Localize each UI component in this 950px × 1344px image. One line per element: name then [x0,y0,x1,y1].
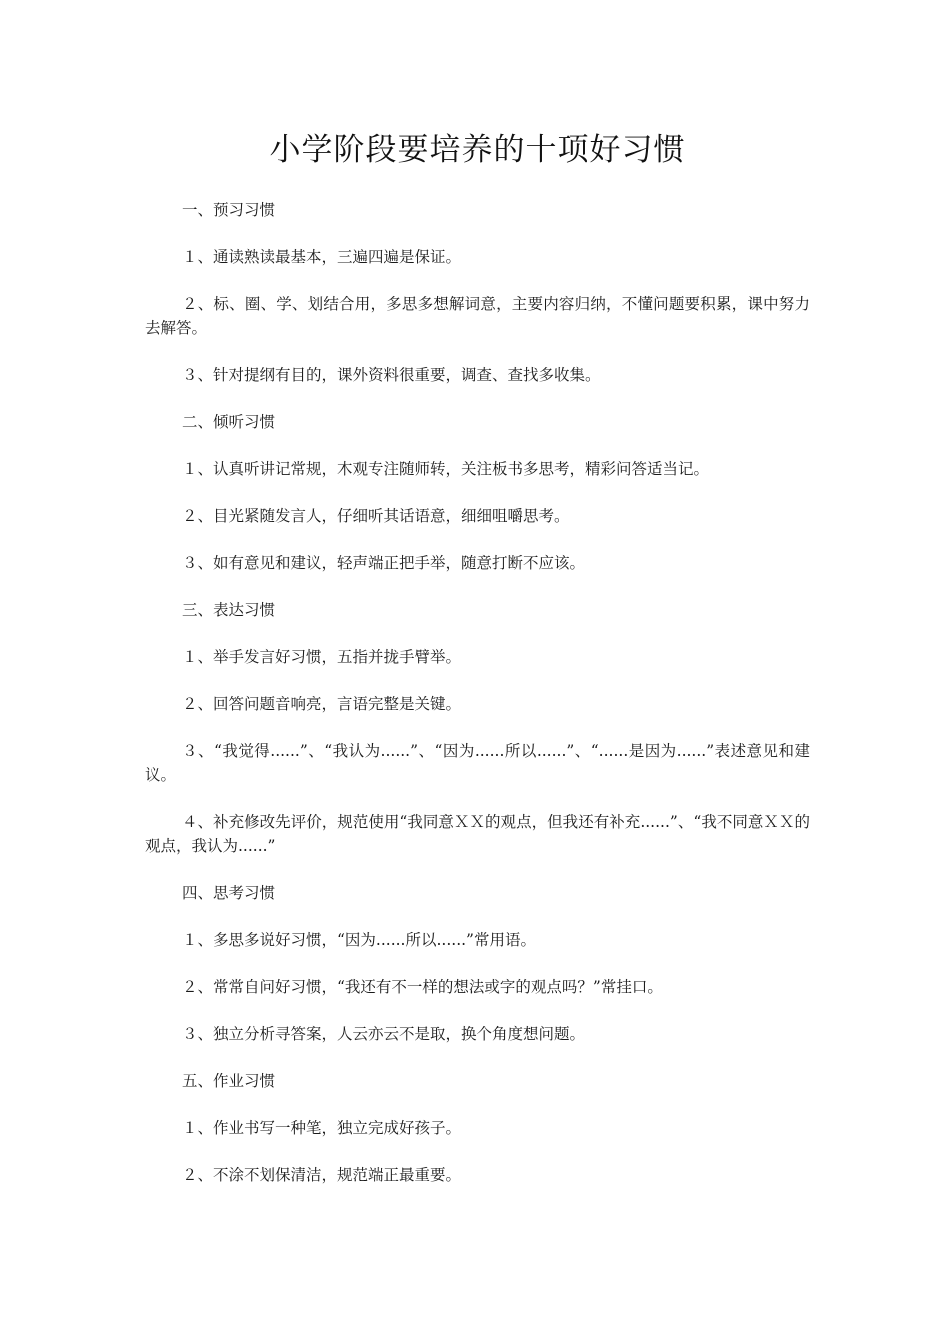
list-item: ３、如有意见和建议，轻声端正把手举，随意打断不应该。 [182,554,586,572]
list-item: １、作业书写一种笔，独立完成好孩子。 [182,1119,462,1137]
list-item: ３、独立分析寻答案，人云亦云不是取，换个角度想问题。 [182,1025,586,1043]
list-item: ２、目光紧随发言人，仔细听其话语意，细细咀嚼思考。 [182,507,570,525]
list-item: ２、常常自问好习惯，“我还有不一样的想法或字的观点吗？”常挂口。 [182,978,663,996]
section-heading: 四、思考习惯 [182,884,276,902]
list-item: １、认真听讲记常规，木观专注随师转，关注板书多思考，精彩问答适当记。 [182,460,710,478]
section-heading: 一、预习习惯 [182,201,276,219]
list-item: １、多思多说好习惯，“因为......所以......”常用语。 [182,931,536,949]
list-item: ２、回答问题音响亮，言语完整是关键。 [182,695,462,713]
document-page [145,0,810,1210]
list-item: ４、补充修改先评价，规范使用“我同意ＸＸ的观点，但我还有补充......”、“我不同意ＸＸ的观点，我认为......” [145,813,810,855]
list-item: ２、不涂不划保清洁，规范端正最重要。 [182,1166,462,1184]
list-item: １、举手发言好习惯，五指并拢手臂举。 [182,648,462,666]
list-item: ３、针对提纲有目的，课外资料很重要，调查、查找多收集。 [182,366,601,384]
list-item: ３、“我觉得......”、“我认为......”、“因为......所以......”、“......是因为......”表述意见和建议。 [145,742,810,784]
section-heading: 三、表达习惯 [182,601,276,619]
list-item: ２、标、圈、学、划结合用，多思多想解词意，主要内容归纳，不懂问题要积累，课中努力去解答。 [145,295,810,337]
list-item: １、通读熟读最基本，三遍四遍是保证。 [182,248,462,266]
section-heading: 二、倾听习惯 [182,413,276,431]
document-body [145,198,810,1187]
document-title: 小学阶段要培养的十项好习惯 [269,132,686,168]
section-heading: 五、作业习惯 [182,1072,276,1090]
